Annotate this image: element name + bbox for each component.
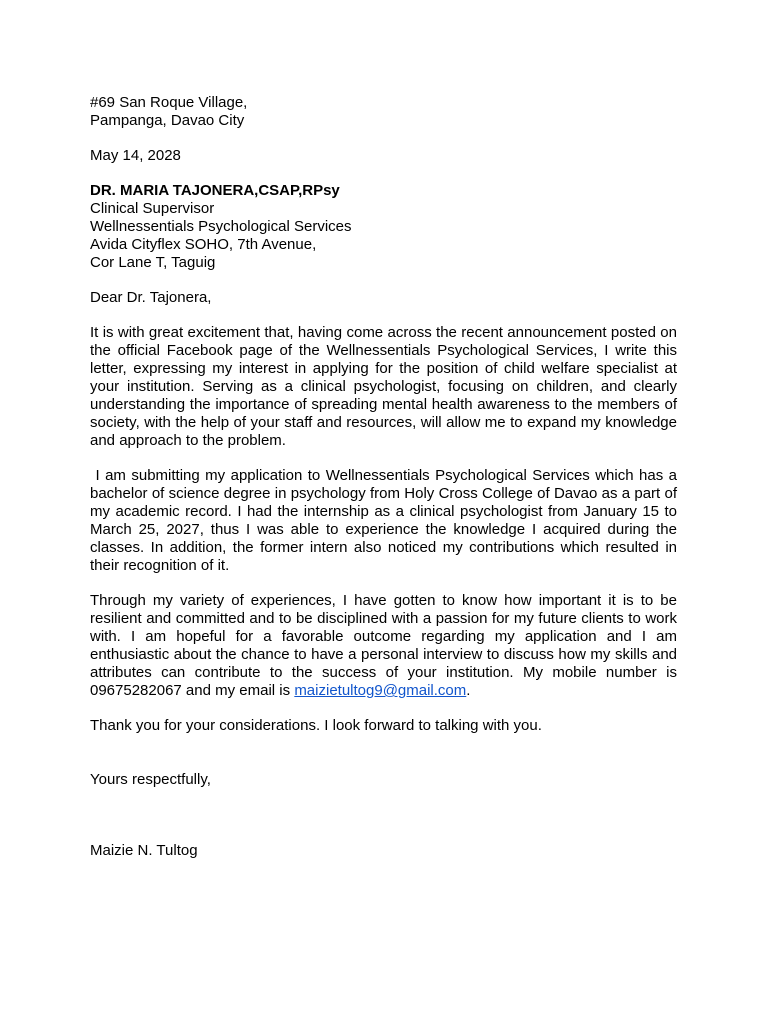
body-paragraph-3 bbox=[90, 592, 677, 700]
sender-address-line2: Pampanga, Davao City bbox=[90, 112, 245, 129]
recipient-address-line2: Cor Lane T, Taguig bbox=[90, 254, 216, 271]
body-paragraph-4: Thank you for your considerations. I look forward to talking with you. bbox=[90, 717, 542, 734]
salutation: Dear Dr. Tajonera, bbox=[90, 289, 212, 306]
body-paragraph-1: It is with great excitement that, having come across the recent announcement posted on the official Facebook page of the Wellnessentials Psychological Services, I write this letter, expressing my interest in applying for the position of child welfare specialist at your institution. Serving as a clinical psychologist, focusing on children, and clearly understanding the importance of spreading mental health awareness to the members of society, with the help of your staff and resources, will allow me to expand my knowledge and approach to the problem. bbox=[90, 324, 677, 449]
signature-name: Maizie N. Tultog bbox=[90, 842, 198, 859]
closing: Yours respectfully, bbox=[90, 771, 211, 788]
recipient-name: DR. MARIA TAJONERA,CSAP,RPsy bbox=[90, 182, 340, 199]
recipient-address-line1: Avida Cityflex SOHO, 7th Avenue, bbox=[90, 236, 317, 253]
recipient-organization: Wellnessentials Psychological Services bbox=[90, 218, 352, 235]
sender-address bbox=[90, 94, 677, 130]
sender-address-line1: #69 San Roque Village, bbox=[90, 94, 248, 111]
recipient-title: Clinical Supervisor bbox=[90, 200, 215, 217]
body-paragraph-3-end: . bbox=[466, 682, 471, 699]
recipient-block bbox=[90, 182, 677, 272]
letter-date: May 14, 2028 bbox=[90, 147, 181, 164]
body-paragraph-3-text: Through my variety of experiences, I have gotten to know how important it is to be resilient and committed and to be disciplined with a passion for my future clients to work with. I am hopeful for a favorable outcome regarding my application and I am enthusiastic about the chance to have a personal interview to discuss how my skills and attributes can contribute to the success of your institution. My mobile number is 09675282067 and my email is bbox=[90, 592, 677, 699]
letter-page bbox=[90, 94, 682, 860]
body-paragraph-2: I am submitting my application to Wellnessentials Psychological Services which has a bachelor of science degree in psychology from Holy Cross College of Davao as a part of my academic record. I had the internship as a clinical psychologist from January 15 to March 25, 2027, thus I was able to experience the knowledge I acquired during the classes. In addition, the former intern also noticed my contributions which resulted in their recognition of it. bbox=[90, 467, 682, 574]
email-link[interactable]: maizietultog9@gmail.com bbox=[294, 682, 467, 699]
